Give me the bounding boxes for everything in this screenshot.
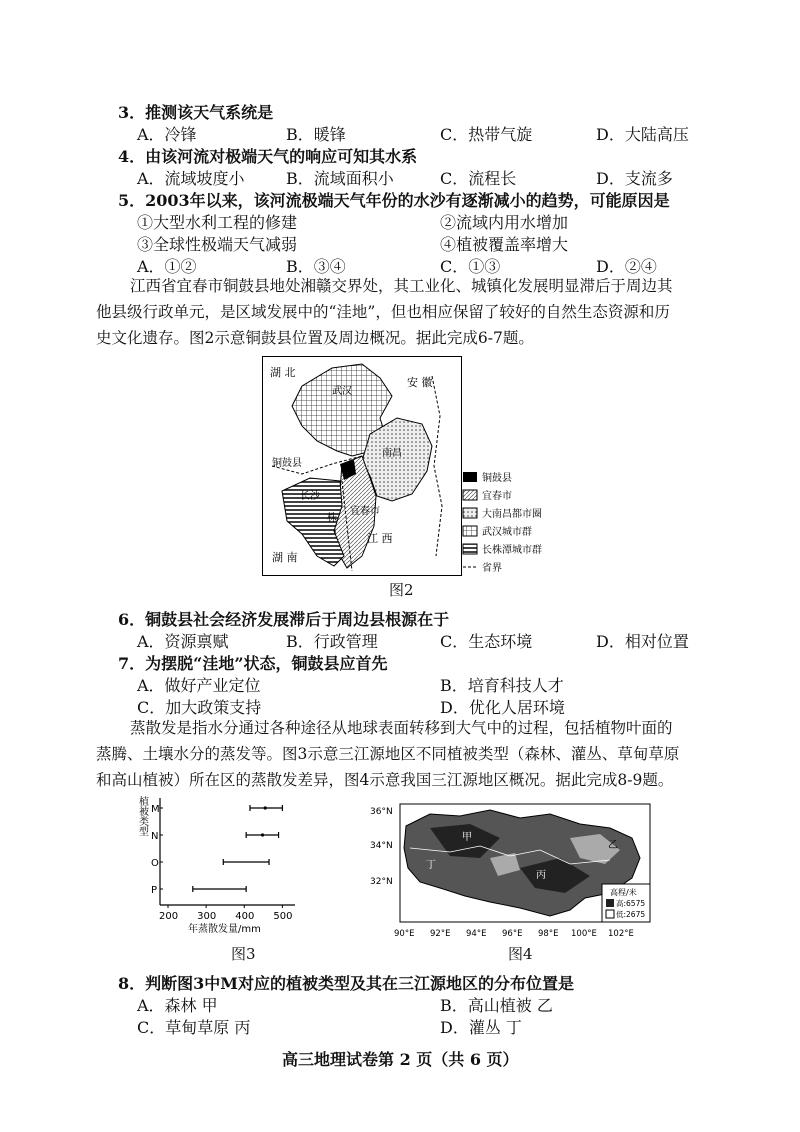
q8-option-a: A．森林 甲 (137, 996, 218, 1015)
label-nanchang: 南昌 (382, 448, 402, 459)
legend-swatch-changzhutan (463, 544, 477, 554)
label-hunan: 湖 南 (272, 551, 298, 564)
legend-swatch-nanchang (463, 508, 477, 518)
legend-swatch-high (606, 899, 614, 907)
q4-option-a: A．流域坡度小 (137, 169, 245, 188)
legend-label: 宜春市 (482, 491, 512, 502)
range-mean-dot (261, 833, 264, 836)
x-tick-label: 300 (197, 911, 217, 922)
q3-option-b: B．暖锋 (286, 125, 346, 144)
q6-option-d: D．相对位置 (596, 632, 689, 651)
lat-label: 36°N (370, 807, 393, 817)
q6-option-a: A．资源禀赋 (137, 632, 229, 651)
y-tick-label: P (151, 885, 158, 896)
label-yichun: 宜春市 (350, 506, 380, 517)
figure-2-legend (462, 466, 556, 576)
q8-option-d: D．灌丛 丁 (440, 1018, 522, 1037)
range-mean-dot (264, 806, 267, 809)
x-tick-label: 400 (235, 911, 255, 922)
q8-option-b: B．高山植被 乙 (440, 996, 553, 1015)
q8-stem: 8．判断图3中M对应的植被类型及其在三江源地区的分布位置是 (118, 974, 574, 993)
label-tonggu: 铜鼓县 (272, 458, 302, 469)
passage-2-line: 蒸散发是指水分通过各种途径从地球表面转移到大气中的过程，包括植物叶面的 (130, 719, 673, 737)
q6-option-c: C．生态环境 (440, 632, 533, 651)
q3-stem: 3．推测该天气系统是 (118, 103, 274, 122)
y-tick-label: O (151, 858, 159, 869)
label-hubei: 湖 北 (270, 366, 296, 379)
x-tick-label: 500 (273, 911, 293, 922)
q5-stem: 5．2003年以来，该河流极端天气年份的水沙有逐渐减小的趋势，可能原因是 (118, 191, 670, 210)
mark-yi: 乙 (608, 840, 618, 851)
label-anhui: 安 徽 (407, 376, 433, 389)
figure-3-chart (130, 790, 300, 940)
passage-2 (96, 715, 728, 793)
figure-4-caption: 图4 (508, 945, 533, 963)
y-tick-label: M (151, 804, 160, 815)
lon-label: 100°E (571, 929, 597, 939)
q3-option-d: D．大陆高压 (596, 125, 689, 144)
x-tick-label: 200 (159, 911, 179, 922)
y-tick-label: N (151, 831, 159, 842)
q5-choice-4: ④植被覆盖率增大 (440, 235, 569, 254)
figure-3-caption: 图3 (231, 945, 256, 963)
lat-label: 32°N (370, 877, 393, 887)
lon-label: 98°E (538, 929, 559, 939)
q7-option-a: A．做好产业定位 (137, 676, 261, 695)
legend-label: 大南昌都市圈 (482, 509, 542, 520)
legend-label: 铜鼓县 (482, 473, 512, 484)
figure-4-map (370, 798, 658, 940)
passage-2-line: 蒸腾、土壤水分的蒸发等。图3示意三江源地区不同植被类型（森林、灌丛、草甸草原 (96, 745, 680, 763)
lon-label: 94°E (466, 929, 487, 939)
q5-option-b: B．③④ (286, 257, 346, 276)
page-footer: 高三地理试卷第 2 页（共 6 页） (282, 1050, 519, 1069)
passage-1-line: 江西省宜春市铜鼓县地处湘赣交界处，其工业化、城镇化发展明显滞后于周边其 (130, 277, 673, 295)
legend-label: 武汉城市群 (482, 527, 532, 538)
figure-2-caption: 图2 (389, 581, 414, 599)
q5-choice-3: ③全球性极端天气减弱 (137, 235, 298, 254)
passage-1 (96, 273, 728, 351)
q7-stem: 7．为摆脱“洼地”状态，铜鼓县应首先 (118, 654, 388, 673)
mark-ding: 丁 (426, 860, 436, 871)
q5-option-d: D．②④ (596, 257, 657, 276)
lon-label: 92°E (430, 929, 451, 939)
passage-1-line: 他县级行政单元，是区域发展中的“洼地”，但也相应保留了较好的自然生态资源和历 (96, 303, 670, 321)
q6-option-b: B．行政管理 (286, 632, 378, 651)
label-wuhan: 武汉 (332, 386, 352, 397)
legend-swatch-tonggu (463, 472, 477, 482)
q5-choice-1: ①大型水利工程的修建 (137, 213, 298, 232)
q4-option-d: D．支流多 (596, 169, 673, 188)
q4-stem: 4．由该河流对极端天气的响应可知其水系 (118, 147, 418, 166)
q7-option-c: C．加大政策支持 (137, 698, 262, 717)
elevation-high: 高:6575 (616, 899, 646, 908)
q4-option-b: B．流域面积小 (286, 169, 394, 188)
q5-option-c: C．①③ (440, 257, 501, 276)
lon-label: 96°E (502, 929, 523, 939)
legend-swatch-low (606, 910, 614, 918)
elevation-low: 低:2675 (616, 910, 646, 919)
q5-choice-2: ②流域内用水增加 (440, 213, 569, 232)
lat-label: 34°N (370, 841, 393, 851)
mark-jia: 甲 (462, 832, 472, 843)
x-axis-label: 年蒸散发量/mm (188, 924, 261, 935)
elevation-legend-title: 高程/米 (610, 888, 637, 897)
label-changsha: 长沙 (300, 491, 320, 502)
q7-option-d: D．优化人居环境 (440, 698, 565, 717)
passage-2-line: 和高山植被）所在区的蒸散发差异，图4示意我国三江源地区概况。据此完成8-9题。 (96, 771, 674, 789)
passage-1-line: 史文化遗存。图2示意铜鼓县位置及周边概况。据此完成6-7题。 (96, 329, 534, 347)
legend-swatch-wuhan (463, 526, 477, 536)
q8-option-c: C．草甸草原 丙 (137, 1018, 251, 1037)
y-axis-label: 植被类型 (136, 796, 148, 836)
q6-stem: 6．铜鼓县社会经济发展滞后于周边县根源在于 (118, 610, 450, 629)
figure-2-map (262, 356, 462, 576)
q7-option-b: B．培育科技人才 (440, 676, 564, 695)
label-jiangxi: 江 西 (367, 532, 393, 545)
q4-option-c: C．流程长 (440, 169, 517, 188)
mark-bing: 丙 (536, 870, 546, 881)
q3-option-a: A．冷锋 (137, 125, 197, 144)
label-zhuzhou: 株 (327, 513, 337, 524)
lon-label: 102°E (608, 929, 634, 939)
legend-label: 长株潭城市群 (482, 545, 542, 556)
q5-option-a: A．①② (137, 257, 197, 276)
q3-option-c: C．热带气旋 (440, 125, 533, 144)
legend-swatch-yichun (463, 490, 477, 500)
lon-label: 90°E (394, 929, 415, 939)
legend-label: 省界 (482, 563, 502, 574)
